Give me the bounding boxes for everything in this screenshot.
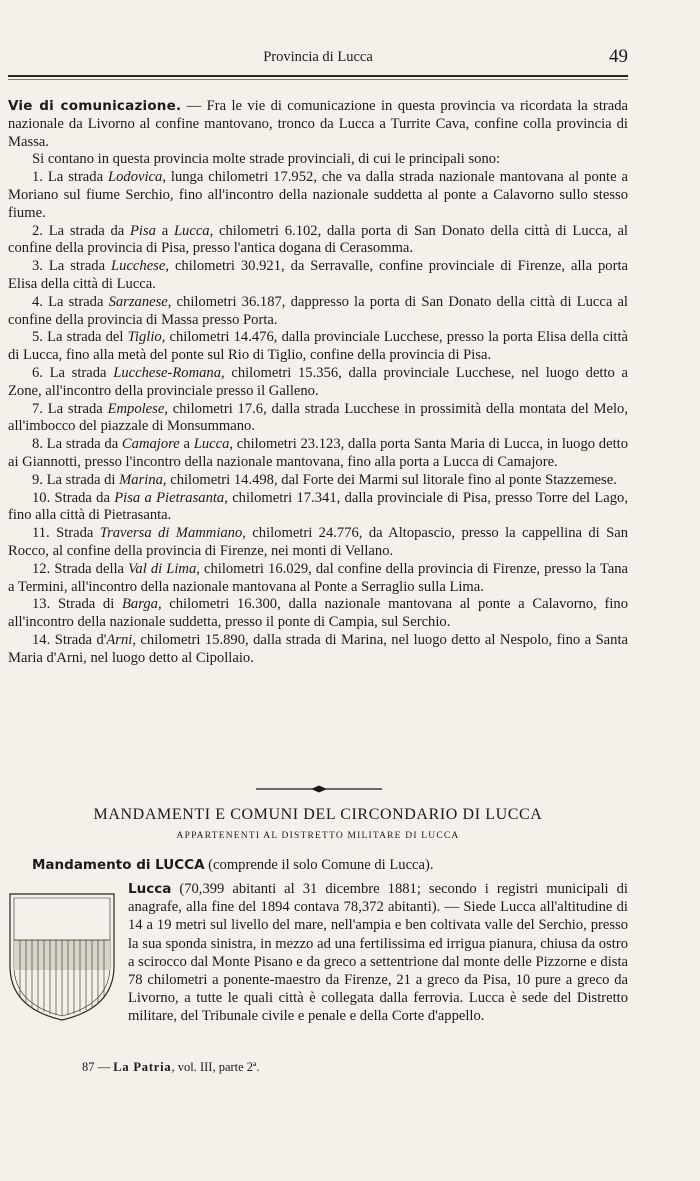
road-item [8, 258, 628, 294]
road-item [8, 169, 628, 222]
road-pre: 5. La strada del [32, 329, 128, 346]
road-pre: 11. Strada [32, 525, 100, 542]
section-subtitle: APPARTENENTI AL DISTRETTO MILITARE DI LUCCA [176, 831, 460, 841]
page-number: 49 [609, 46, 628, 67]
intro-second: Si contano in questa provincia molte strade provinciali, di cui le principali sono: [32, 151, 501, 168]
road-name: Pisa [129, 222, 156, 239]
footer-rest: , vol. III, parte 2ª. [171, 1060, 260, 1074]
footer-pub: La Patria [113, 1060, 172, 1074]
road-name: Sarzanese [108, 293, 168, 310]
running-head [8, 48, 628, 72]
road-post: , lunga chilometri 17.952, che va dalla strada nazionale mantovana al ponte a Moriano sul fiume Serchio, fino all'incontro della nazionale suddetta al ponte a Calavorno sullo stesso fiume. [8, 169, 628, 221]
footer-signature [82, 1060, 260, 1075]
road-item [8, 401, 628, 437]
ornament-divider [256, 784, 382, 794]
road-name: Val di Lima [128, 560, 197, 577]
road-post: , chilometri 6.102, dalla porta di San Donato della città di Lucca, al confine della provincia di Pisa, presso l'antica dogana di Cerasomma. [8, 222, 628, 257]
road-name: Empolese [107, 400, 165, 417]
road-pre: 6. La strada [32, 364, 114, 381]
road-name: Camajore [121, 436, 180, 453]
road-name: Traversa di Mammiano [99, 525, 243, 542]
road-pre: 9. La strada di [32, 471, 120, 488]
road-name: Marina [119, 471, 163, 488]
lucca-entry [8, 880, 628, 1028]
road-name: Pisa a Pietrasanta [114, 489, 225, 506]
road-item [8, 490, 628, 526]
road-name: Lucchese-Romana [113, 364, 222, 381]
road-pre: 4. La strada [32, 293, 109, 310]
header-rule-thin [8, 79, 628, 80]
road-post: , chilometri 15.890, dalla strada di Marina, nel luogo detto al Nespolo, fino a Santa Maria d'Arni, nel luogo detto al Cipollaio. [8, 631, 628, 666]
lucca-text: (70,399 abitanti al 31 dicembre 1881; secondo i registri municipali di anagrafe, alla fine del 1894 contava 78,372 abitanti). — Siede Lucca all'altitudine di 14 a 19 metri sul livello del mare, nell'ampia e ben coltivata valle del Serchio, presso la sua sponda sinistra, in mezzo ad una fertilissima ed irrigua pianura, chiusa da ostro a scirocco dal Monte Pisano e da greco a settentrione dal monte delle Pizzorne e dista 78 chilometri a ponente-maestro da Firenze, 21 a greco da Pisa, 10 pure a greco da Livorno, a tutte le quali città è collegata dalla ferrovia. Lucca è sede del Distretto militare, del Tribunale civile e penale e della Corte d'appello. [128, 881, 628, 1025]
road-item [8, 472, 628, 490]
road-post: , chilometri 36.187, dappresso la porta di San Donato della città di Lucca al confine della provincia di Massa presso Porta. [8, 293, 628, 328]
road-post: , chilometri 17.341, dalla provinciale di Pisa, presso Torre del Lago, fino alla città di Pietrasanta. [8, 489, 628, 524]
road-post: , chilometri 14.498, dal Forte dei Marmi sul litorale fino al ponte Stazzemese. [162, 471, 617, 488]
mandamento-rest: (comprende il solo Comune di Lucca). [204, 857, 434, 873]
road-name: Barga [121, 596, 158, 613]
road-item [8, 329, 628, 365]
road-pre: 2. La strada da [32, 222, 130, 239]
road-pre: 1. La strada [32, 169, 108, 186]
road-pre: 14. Strada d' [32, 631, 107, 648]
road-mid: a [179, 436, 194, 453]
mandamento-lead: Mandamento di LUCCA [32, 857, 205, 873]
road-item [8, 561, 628, 597]
road-mid: a [155, 222, 174, 239]
road-name: Tiglio [127, 329, 162, 346]
road-item [8, 525, 628, 561]
road-name: Lucchese [111, 258, 166, 275]
road-post: , chilometri 15.356, dalla provinciale Lucchese, nel luogo detto a Zone, all'incontro della provinciale presso il Galleno. [8, 364, 628, 399]
lucca-name: Lucca [128, 881, 172, 897]
road-pre: 13. Strada di [32, 596, 122, 613]
road-item [8, 223, 628, 259]
intro-text: — Fra le vie di comunicazione in questa provincia va ricordata la strada nazionale da Livorno al confine mantovano, tronco da Lucca a Turrite Cava, confine colla provincia di Massa. [8, 98, 628, 150]
intro-paragraph [8, 98, 628, 151]
section-title: MANDAMENTI E COMUNI DEL CIRCONDARIO DI LUCCA [93, 806, 543, 823]
road-post: , chilometri 16.029, dal confine della provincia di Firenze, presso la Tana a Termini, all'incontro della nazionale mantovana al Ponte a Serraglio sulla Lima. [8, 560, 628, 595]
road-name2: Lucca [193, 436, 230, 453]
road-post: , chilometri 24.776, da Altopascio, presso la cappellina di San Rocco, al confine della provincia di Firenze, nei monti di Vellano. [8, 525, 629, 559]
mandamento-heading [32, 857, 628, 874]
main-text [8, 98, 628, 668]
road-pre: 12. Strada della [32, 560, 129, 577]
road-pre: 8. La strada da [32, 436, 122, 453]
header-rule [8, 75, 628, 77]
road-post: , chilometri 17.6, dalla strada Lucchese in prossimità della montata del Melo, all'imbocco del piazzale di Monsummano. [8, 400, 628, 435]
road-list [8, 169, 628, 667]
road-pre: 3. La strada [32, 258, 112, 275]
road-name2: Lucca [173, 222, 210, 239]
running-title: Provincia di Lucca [263, 49, 373, 65]
road-post: , chilometri 14.476, dalla provinciale Lucchese, presso la porta Elisa della città di Lucca, fino alla metà del ponte sul Rio di Tiglio, confine della provincia di Pisa. [8, 329, 628, 364]
road-post: , chilometri 16.300, dalla nazionale mantovana al ponte a Calavorno, fino all'incontro della nazionale suddetta, presso il ponte di Campia, sul Serchio. [8, 596, 628, 631]
road-item [8, 596, 628, 632]
intro-lead: Vie di comunicazione. [8, 98, 182, 114]
road-item [8, 294, 628, 330]
road-post: , chilometri 23.123, dalla porta Santa Maria di Lucca, in luogo detto ai Giannotti, presso l'incontro della nazionale mantovana, fino alla porta a Lucca di Camajore. [8, 436, 628, 470]
road-name: Arni [106, 631, 133, 648]
road-item [8, 436, 628, 472]
road-pre: 7. La strada [32, 400, 108, 417]
road-name: Lodovica [108, 169, 163, 186]
road-item [8, 365, 628, 401]
road-post: , chilometri 30.921, da Serravalle, confine provinciale di Firenze, alla porta Elisa della città di Lucca. [8, 258, 628, 292]
road-item [8, 632, 628, 668]
footer-num: 87 — [82, 1060, 114, 1074]
road-pre: 10. Strada da [32, 489, 115, 506]
coat-of-arms-icon [8, 880, 120, 1028]
